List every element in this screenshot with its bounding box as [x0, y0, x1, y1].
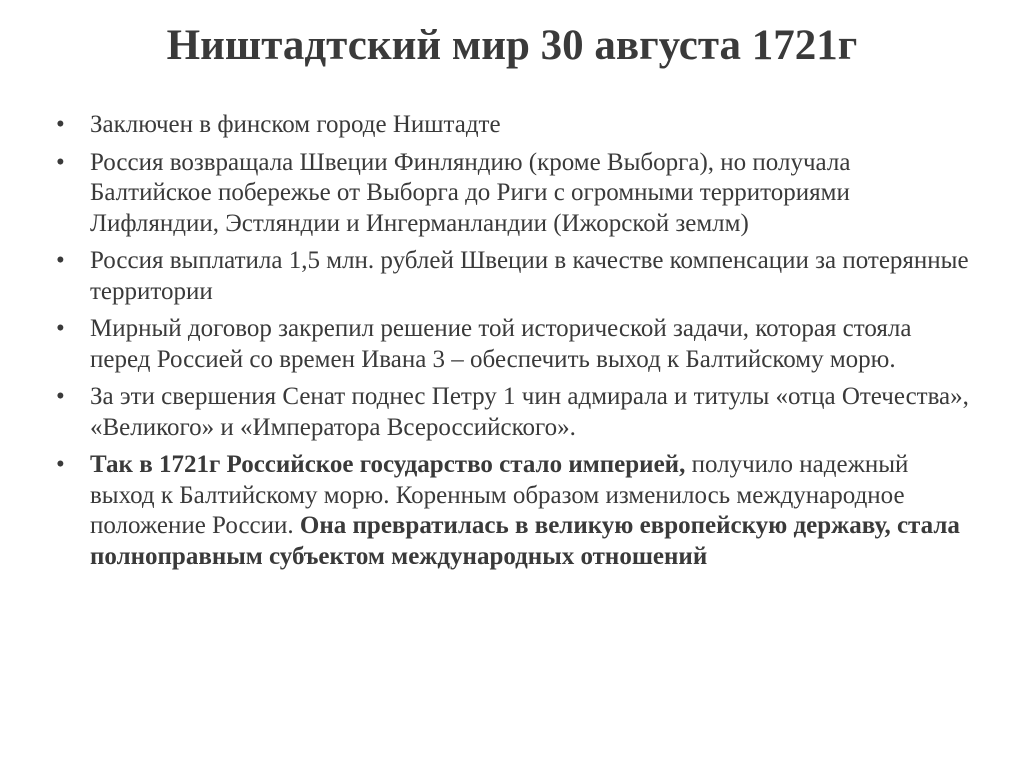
bullet-icon: • [56, 247, 65, 274]
bullet-text: Россия выплатила 1,5 млн. рублей Швеции в качестве компенсации за потерянные территории [90, 247, 969, 305]
bullet-icon: • [56, 148, 65, 176]
bold-conclusion: Она превратилась в великую европейскую державу, стала полноправным субъектом международных отношений [90, 512, 960, 570]
bullet-text-normal: получило надежный выход к Балтийскому морю. Коренным образом изменилось международное положение России. [90, 451, 909, 539]
bullet-item [56, 314, 976, 375]
bullet-text: Заключен в финском городе Ништадте [90, 111, 501, 138]
bullet-item [56, 382, 976, 443]
bullet-text: За эти свершения Сенат поднес Петру 1 чин адмирала и титулы «отца Отечества», «Великого» и «Императора Всероссийского». [90, 383, 969, 441]
bold-statement: Так в 1721г Российское государство стало империей, [90, 451, 686, 478]
bullet-icon: • [56, 383, 65, 410]
bullet-icon: • [56, 315, 65, 342]
bullet-item [56, 148, 976, 240]
bullet-icon: • [56, 111, 65, 138]
bullet-item [56, 246, 976, 307]
bullet-text: Россия возвращала Швеции Финляндию (кроме Выборга), но получала Балтийское побережье от Выборга до Риги с огромными территориями Лифляндии, Эстляндии и Ингерманландии (Ижорской землм) [90, 148, 851, 237]
bullet-item [56, 110, 976, 141]
bullet-text [90, 451, 960, 570]
bullet-text: Мирный договор закрепил решение той исторической задачи, которая стояла перед Россией со времен Ивана 3 – обеспечить выход к Балтийскому морю. [90, 315, 912, 373]
bullet-item [56, 450, 976, 572]
bullet-icon: • [56, 451, 65, 478]
slide-title: Ништадтский мир 30 августа 1721г [166, 22, 858, 69]
bullet-list [56, 110, 976, 579]
